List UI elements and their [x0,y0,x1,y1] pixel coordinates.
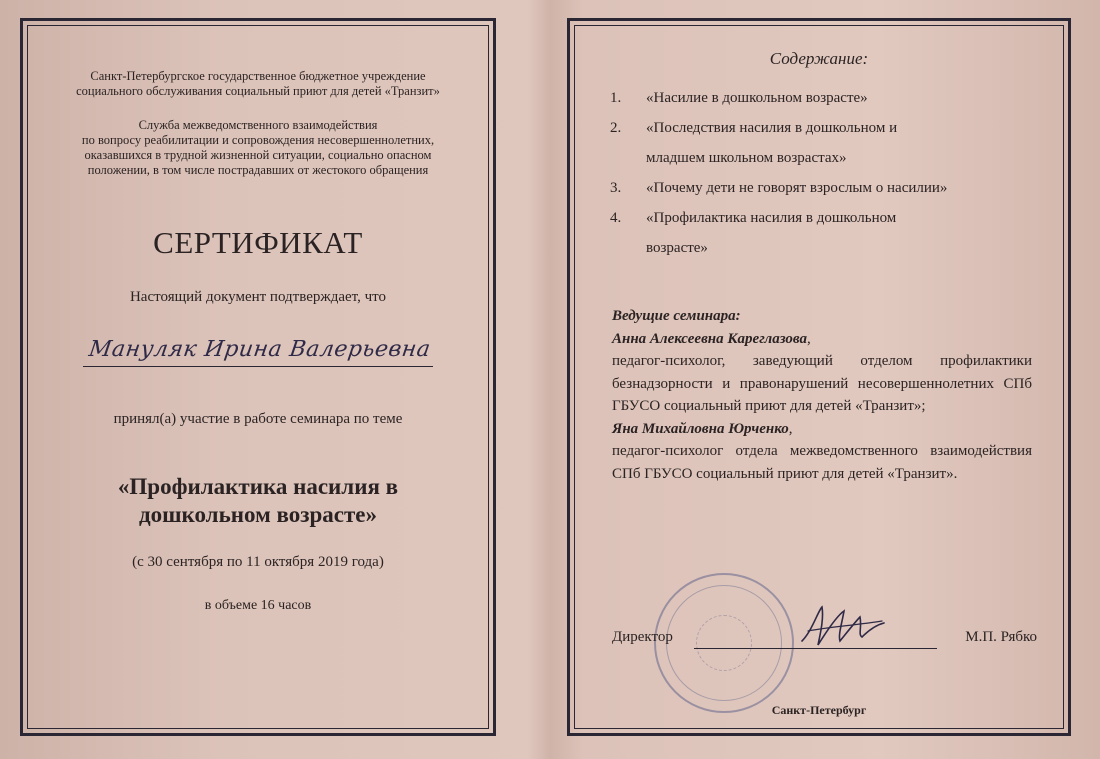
confirmation-text: Настоящий документ подтверждает, что [129,289,387,305]
host-entry: Яна Михайловна Юрченко, педагог-психолог отдела межведомственного взаимодействия СПб ГБУСО социальный приют для детей «Транзит». [612,418,1032,486]
institution-line: Санкт-Петербургское государственное бюджетное учреждение [90,69,426,83]
hosts-header: Ведущие семинара: [612,308,741,324]
director-name: М.П. Рябко [965,629,1037,645]
item-text: «Почему дети не говорят взрослым о насилии» [646,180,948,196]
right-page [567,18,1071,736]
seminar-dates: (с 30 сентября по 11 октября 2019 года) [132,554,384,570]
seminar-topic [23,473,493,529]
institution-name [23,69,493,99]
contents-item [610,83,1030,113]
host-entry: Анна Алексеевна Кареглазова, педагог-психолог, заведующий отделом профилактики безнадзорности и правонарушений несовершеннолетних СПб ГБУСО социальный приют для детей «Транзит»; [612,328,1032,418]
recipient-underline [83,366,433,367]
item-number: 2. [610,120,622,136]
item-text: «Насилие в дошкольном возрасте» [646,90,868,106]
topic-line: дошкольном возрасте» [138,502,377,527]
item-text: «Последствия насилия в дошкольном и [646,120,898,136]
official-stamp-seal [654,573,794,713]
host-name: Яна Михайловна Юрченко [612,420,789,437]
contents-title: Содержание: [769,49,869,68]
certificate-title: СЕРТИФИКАТ [153,225,363,260]
service-line: оказавшихся в трудной жизненной ситуации, социально опасном [84,148,432,162]
host-name: Анна Алексеевна Кареглазова [612,330,807,347]
left-page [20,18,496,736]
topic-line: «Профилактика насилия в [117,474,399,499]
director-signature-row [612,629,1037,651]
service-line: по вопросу реабилитации и сопровождения несовершеннолетних, [81,133,435,147]
item-number: 4. [610,210,622,226]
city-name: Санкт-Петербург [771,703,867,717]
director-label: Директор [612,629,673,645]
host-description: педагог-психолог, заведующий отделом профилактики безнадзорности и правонарушений несовершеннолетних СПб ГБУСО социальный приют для детей «Транзит»; [612,353,1032,414]
institution-line: социального обслуживания социальный приют для детей «Транзит» [76,84,440,98]
contents-item [610,203,1030,263]
director-signature-icon [798,601,888,651]
service-line: Служба межведомственного взаимодействия [138,118,378,132]
item-number: 3. [610,180,622,196]
participation-text: принял(а) участие в работе семинара по теме [113,411,403,427]
seminar-hosts [612,305,1032,485]
recipient-name: Мануляк Ирина Валерьевна [87,337,433,362]
item-text: возрасте» [646,240,708,256]
item-text: «Профилактика насилия в дошкольном [646,210,897,226]
item-number: 1. [610,90,622,106]
contents-item [610,113,1030,173]
item-text: младшем школьном возрастах» [646,150,847,166]
signature-line [694,648,937,649]
service-line: положении, в том числе пострадавших от жестокого обращения [87,163,429,177]
host-description: педагог-психолог отдела межведомственного взаимодействия СПб ГБУСО социальный приют для детей «Транзит». [612,443,1032,482]
seminar-volume: в объеме 16 часов [204,598,312,613]
service-name [23,118,493,178]
contents-list [610,83,1030,263]
contents-item [610,173,1030,203]
